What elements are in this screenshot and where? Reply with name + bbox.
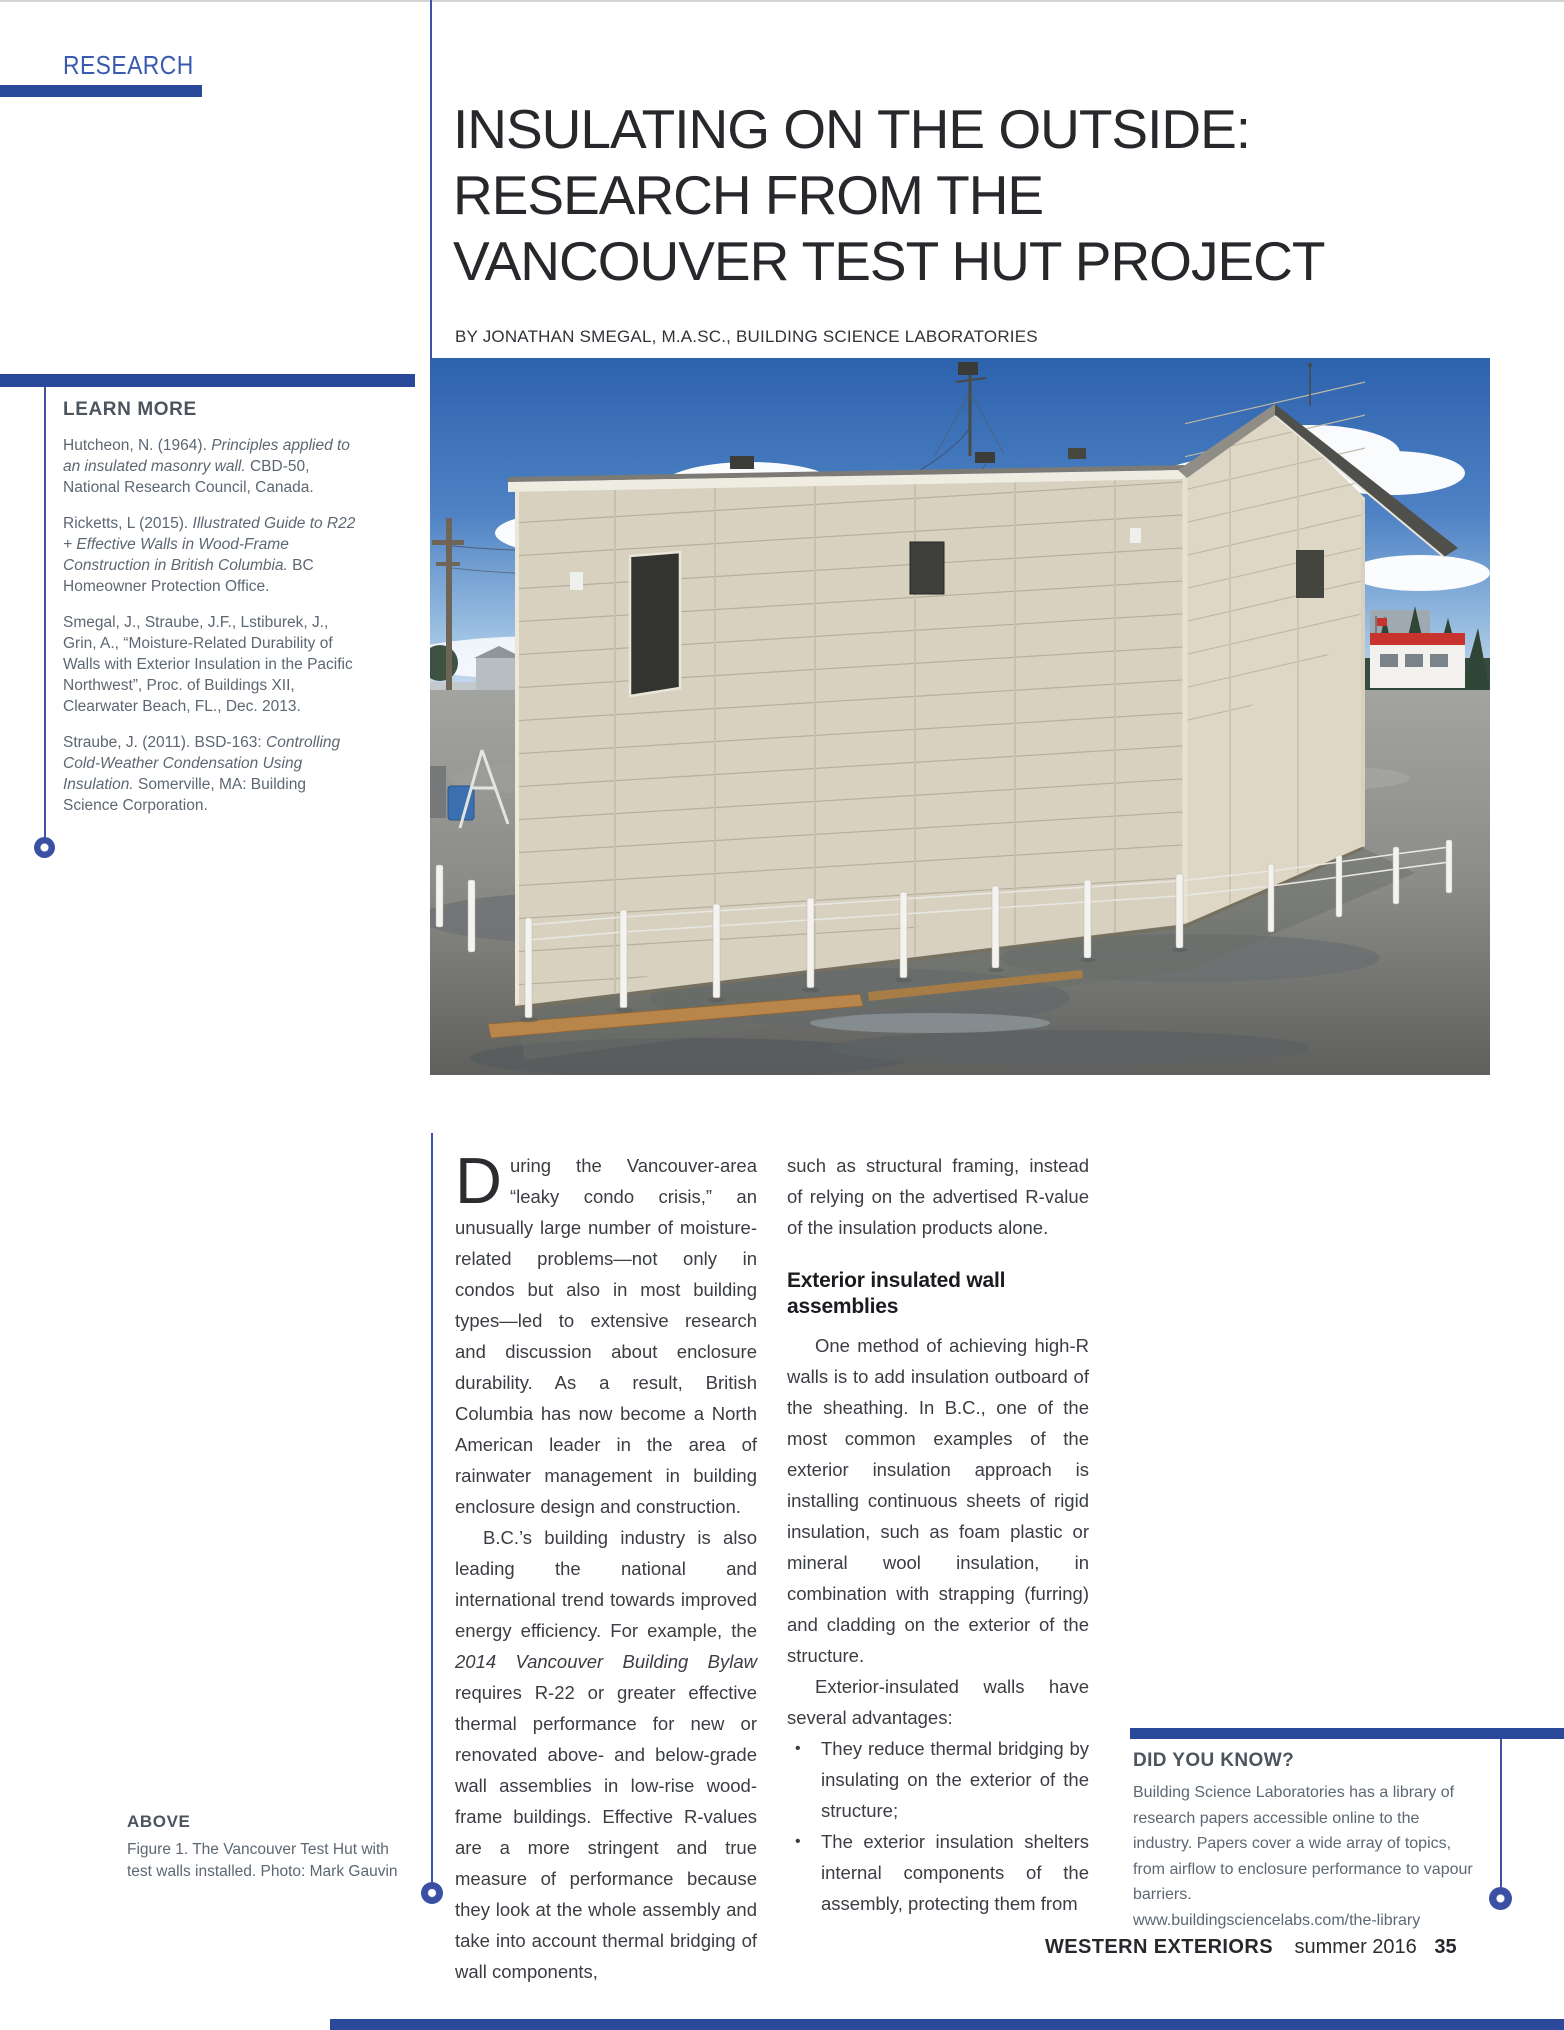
body-paragraph: B.C.’s building industry is also leading the national and international trend towards improved energy efficiency. For example, the 2014 Vancouver Building Bylaw requires R-22 or greater effective thermal performance for new or renovated above- and below-grade wall assemblies in low-rise wood-frame buildings. Effective R-values are a more stringent and true measure of performance because they look at the whole assembly and take into account thermal bridging of wall components, <box>455 1527 757 1982</box>
figure-caption <box>127 1812 412 1883</box>
equipment-box-gable-wall <box>1296 550 1324 598</box>
did-you-know-heading: DID YOU KNOW? <box>1133 1750 1295 1771</box>
reference-item: Hutcheon, N. (1964). Principles applied to an insulated masonry wall. CBD-50, National Research Council, Canada. <box>63 437 350 496</box>
learn-more-box <box>63 399 363 831</box>
did-you-know-text: Building Science Laboratories has a library of research papers accessible online to the industry. Papers cover a wide array of topics, from airflow to enclosure performance to vapour barriers. <box>1133 1784 1473 1903</box>
junction-box <box>1130 528 1141 543</box>
reference-list <box>63 435 363 816</box>
divider-line-top <box>430 0 432 366</box>
magazine-name: WESTERN EXTERIORS <box>1045 1936 1273 1958</box>
page-top-hairline <box>0 0 1564 2</box>
title-line-3: VANCOUVER TEST HUT PROJECT <box>453 230 1325 292</box>
section-kicker: RESEARCH <box>63 50 194 80</box>
body-column-2 <box>787 1150 1089 1919</box>
bullet-dot: • <box>795 1740 801 1757</box>
bullet-item <box>787 1733 1089 1826</box>
body-column-1 <box>455 1144 757 1987</box>
meter-box <box>570 572 583 590</box>
kicker-underline-bar <box>0 85 202 97</box>
page-footer <box>1045 1936 1457 1959</box>
door-opening <box>630 552 680 696</box>
reference-item: Straube, J. (2011). BSD-163: Controlling Cold-Weather Condensation Using Insulation. Somerville, MA: Building Science Corporation. <box>63 734 341 814</box>
body-paragraph: During the Vancouver-area “leaky condo crisis,” an unusually large number of moisture-related problems—not only in condos but also in most building types—led to extensive research and discussion about enclosure durability. As a result, British Columbia has now become a North American leader in the area of rainwater management in building enclosure design and construction. <box>455 1144 757 1517</box>
title-line-1: INSULATING ON THE OUTSIDE: <box>453 98 1251 160</box>
body-paragraph: such as structural framing, instead of relying on the advertised R-value of the insulation products alone. <box>787 1155 1089 1238</box>
learn-more-rail-line <box>44 387 46 837</box>
page-number: 35 <box>1434 1936 1457 1958</box>
equipment-box-long-wall <box>910 542 944 594</box>
figure-caption-text: Figure 1. The Vancouver Test Hut with test walls installed. Photo: Mark Gauvin <box>127 1841 398 1880</box>
figure-caption-label: ABOVE <box>127 1812 191 1831</box>
body-paragraph: Exterior-insulated walls have several advantages: <box>787 1676 1089 1728</box>
divider-rail-end-dot <box>421 1882 443 1904</box>
bullet-dot: • <box>795 1833 801 1850</box>
issue-label: summer 2016 <box>1294 1936 1417 1958</box>
bottom-accent-bar <box>330 2019 1564 2030</box>
bullet-text: The exterior insulation shelters internal components of the assembly, protecting them from <box>821 1831 1089 1914</box>
bullet-item <box>787 1826 1089 1919</box>
drop-cap: D <box>455 1144 502 1217</box>
byline: BY JONATHAN SMEGAL, M.A.SC., BUILDING SCIENCE LABORATORIES <box>455 327 1038 346</box>
article-title <box>453 96 1453 294</box>
bullet-text: They reduce thermal bridging by insulating on the exterior of the structure; <box>821 1738 1089 1821</box>
test-hut-photo-illustration <box>430 358 1490 1075</box>
learn-more-rail-end-dot <box>34 837 55 858</box>
reference-item: Ricketts, L (2015). Illustrated Guide to R22 + Effective Walls in Wood-Frame Construction in British Columbia. BC Homeowner Protection Office. <box>63 515 356 595</box>
test-hut-photo <box>430 358 1490 1075</box>
body-paragraph: One method of achieving high-R walls is to add insulation outboard of the sheathing. In B.C., one of the most common examples of the exterior insulation approach is installing continuous sheets of rigid insulation, such as foam plastic or mineral wool insulation, in combination with strapping (furring) and cladding on the exterior of the structure. <box>787 1335 1089 1666</box>
learn-more-heading: LEARN MORE <box>63 399 197 420</box>
did-you-know-top-bar <box>1130 1728 1564 1739</box>
learn-more-top-bar <box>0 374 415 387</box>
reference-item: Smegal, J., Straube, J.F., Lstiburek, J., Grin, A., “Moisture-Related Durability of Walls with Exterior Insulation in the Pacific Northwest”, Proc. of Buildings XII, Clearwater Beach, FL., Dec. 2013. <box>63 614 353 715</box>
did-you-know-url-link[interactable]: www.buildingsciencelabs.com/the-library <box>1133 1911 1421 1929</box>
divider-line-mid <box>431 1133 433 1883</box>
did-you-know-box <box>1133 1750 1478 1933</box>
did-you-know-rail-end-dot <box>1489 1887 1512 1910</box>
body-subhead: Exterior insulated wall assemblies <box>787 1269 1006 1318</box>
title-line-2: RESEARCH FROM THE <box>453 164 1044 226</box>
did-you-know-rail-line <box>1500 1739 1502 1887</box>
